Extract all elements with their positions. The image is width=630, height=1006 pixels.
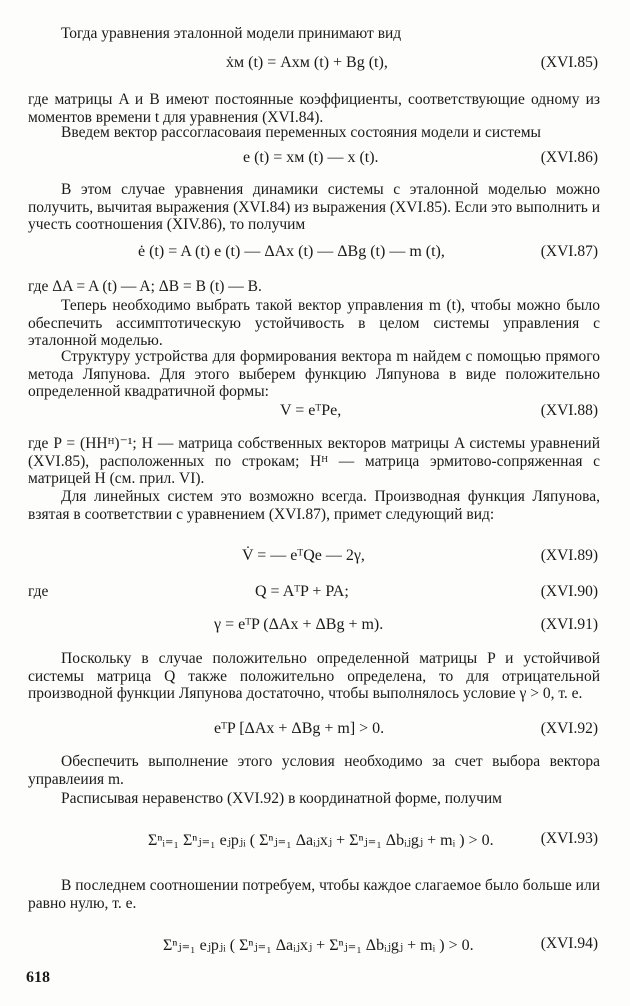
equation-formula: Σⁿⱼ₌₁ eⱼpⱼᵢ ( Σⁿⱼ₌₁ Δaᵢⱼxⱼ + Σⁿⱼ₌₁ Δbᵢⱼgⱼ + mᵢ ) > 0. — [163, 937, 474, 954]
paragraph-error-vector: Введем вектор рассогласоваия переменных состояния модели и системы — [61, 124, 541, 141]
paragraph-delta-definitions: где ΔA = A (t) — A; ΔB = B (t) — B. — [28, 278, 262, 295]
equation-number: (XVI.85) — [540, 54, 598, 71]
paragraph-p-matrix: где P = (HHᴴ)⁻¹; H — матрица собственных векторов матрицы A системы уравнений (XVI.85), расположенных по строкам; Hᴴ — матрица эрмитово-сопряженная с матрицей H (см. прил. VI). — [28, 435, 600, 488]
equation-xvi-91 — [28, 616, 600, 646]
equation-xvi-85 — [28, 54, 600, 84]
equation-number: (XVI.92) — [540, 720, 598, 737]
paragraph-positive-definite: Поскольку в случае положительно определенной матрицы P и устойчивой системы матрица Q также положительно определена, то для отрицательной производной функции Ляпунова достаточно, чтобы выполнялось условие γ > 0, т. е. — [28, 650, 600, 703]
equation-number: (XVI.91) — [540, 616, 598, 633]
equation-xvi-94 — [28, 935, 600, 965]
equation-number: (XVI.86) — [540, 149, 598, 166]
equation-formula: ė (t) = A (t) e (t) — ΔAx (t) — ΔBg (t) — m (t), — [138, 243, 445, 260]
paragraph-control-vector: Теперь необходимо выбрать такой вектор управления m (t), чтобы можно было обеспечить ассимптотическую устойчивость в целом системы управления с эталонной моделью. — [28, 297, 600, 350]
equation-number: (XVI.89) — [540, 547, 598, 564]
equation-xvi-93 — [28, 830, 600, 860]
equation-number: (XVI.87) — [540, 243, 598, 260]
equation-xvi-87 — [28, 243, 600, 273]
equation-formula: eᵀP [ΔAx + ΔBg + m] > 0. — [214, 720, 385, 737]
paragraph-lyapunov-method: Структуру устройства для формирования вектора m найдем с помощью прямого метода Ляпунова. Для этого выберем функцию Ляпунова в виде положительно определенной квадратичной формы: — [28, 348, 600, 401]
equation-number: (XVI.93) — [540, 830, 598, 847]
equation-xvi-88 — [28, 402, 600, 432]
equation-number: (XVI.90) — [540, 583, 598, 600]
page-number: 618 — [26, 969, 50, 986]
equation-xvi-92 — [28, 720, 600, 750]
equation-number: (XVI.94) — [540, 935, 598, 952]
equation-xvi-89 — [28, 547, 600, 577]
equation-xvi-86 — [28, 149, 600, 179]
equation-xvi-90 — [28, 583, 600, 613]
equation-formula: ẋм (t) = Axм (t) + Bg (t), — [226, 54, 388, 71]
equation-formula: e (t) = xм (t) — x (t). — [243, 149, 379, 166]
equation-formula: V = eᵀPe, — [280, 402, 342, 419]
paragraph-linear-systems: Для линейных систем это возможно всегда. Производная функция Ляпунова, взятая в соответствии с уравнением (XVI.87), примет следующий вид: — [28, 488, 600, 523]
equation-formula: V̇ = — eᵀQe — 2γ, — [242, 547, 365, 564]
equation-formula: Q = AᵀP + PA; — [255, 583, 349, 600]
paragraph-condition: Обеспечить выполнение этого условия необходимо за счет выбора вектора управлеиия m. — [28, 753, 600, 788]
equation-label: где — [28, 583, 49, 600]
paragraph-each-term: В последнем соотношении потребуем, чтобы каждое слагаемое было больше или равно нулю, т. е. — [28, 877, 600, 912]
paragraph-matrices: где матрицы A и B имеют постоянные коэффициенты, соответствующие одному из моментов времени t для уравнения (XVI.84). — [28, 91, 600, 126]
paragraph-intro: Тогда уравнения эталонной модели принимают вид — [61, 25, 402, 42]
equation-number: (XVI.88) — [540, 402, 598, 419]
equation-formula: Σⁿᵢ₌₁ Σⁿⱼ₌₁ eⱼpⱼᵢ ( Σⁿⱼ₌₁ Δaᵢⱼxⱼ + Σⁿⱼ₌₁ Δbᵢⱼgⱼ + mᵢ ) > 0. — [148, 832, 494, 849]
paragraph-dynamics: В этом случае уравнения динамики системы с эталонной моделью можно получить, вычитая выражения (XVI.84) из выражения (XVI.85). Если это выполнить и учесть соотношения (XIV.86), то получим — [28, 181, 600, 234]
equation-formula: γ = eᵀP (ΔAx + ΔBg + m). — [214, 616, 384, 633]
paragraph-coordinate-form: Расписывая неравенство (XVI.92) в координатной форме, получим — [61, 790, 502, 807]
